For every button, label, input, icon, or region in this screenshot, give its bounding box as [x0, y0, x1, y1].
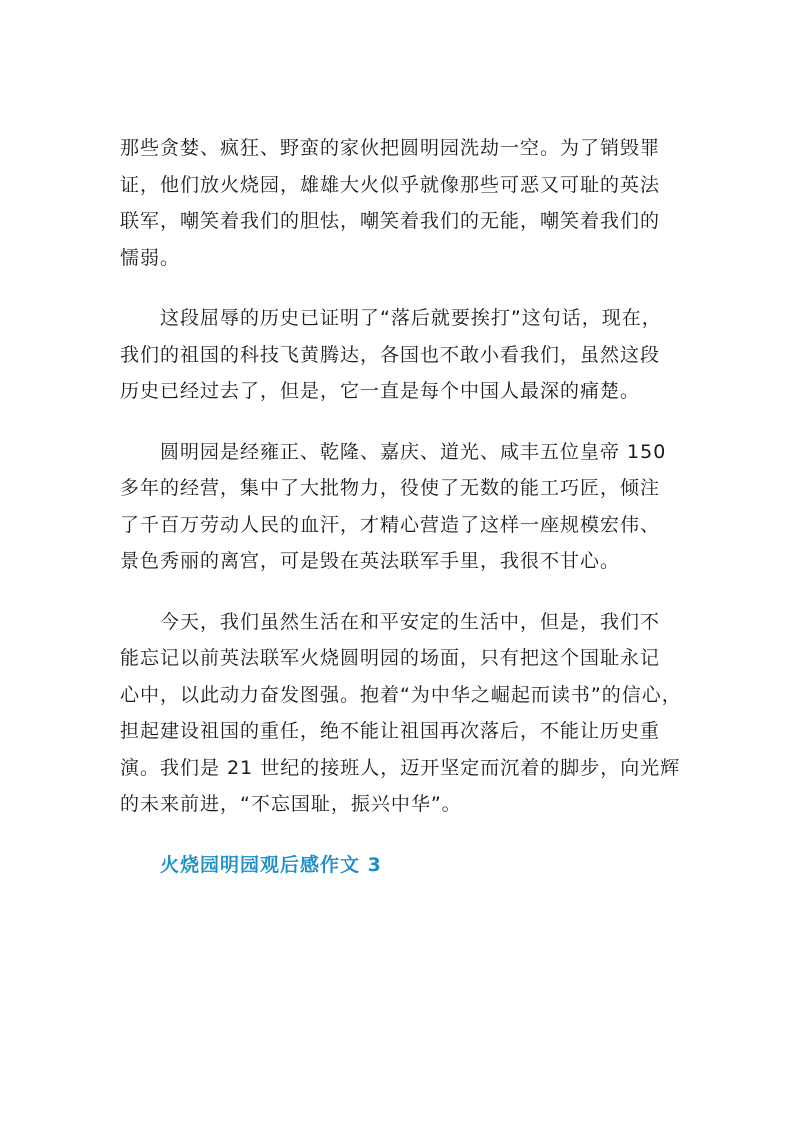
- text-line: 圆明园是经雍正、乾隆、嘉庆、道光、咸丰五位皇帝 150: [160, 440, 667, 463]
- text-line: 的未来前进，“不忘国耻，振兴中华”。: [120, 793, 462, 815]
- text-line: 懦弱。: [120, 246, 181, 269]
- text-line: 历史已经过去了，但是，它一直是每个中国人最深的痛楚。: [120, 380, 641, 402]
- text-line: 证，他们放火烧园，雄雄大火似乎就像那些可恶又可耻的英法: [120, 173, 661, 196]
- text-line: 今天，我们虽然生活在和平安定的生活中，但是，我们不: [160, 610, 661, 633]
- text-line: 这段屈辱的历史已证明了“落后就要挨打”这句话，现在，: [160, 307, 662, 329]
- document-page: [120, 130, 700, 883]
- text-line: 那些贪婪、疯狂、野蛮的家伙把圆明园洗劫一空。为了销毁罪: [120, 137, 661, 159]
- text-line: 联军，嘲笑着我们的胆怯，嘲笑着我们的无能，嘲笑着我们的: [120, 210, 661, 232]
- paragraph-2: [120, 300, 700, 410]
- paragraph-4: [120, 604, 700, 823]
- text-line: 了千百万劳动人民的血汗，才精心营造了这样一座规模宏伟、: [120, 513, 661, 536]
- text-line: 演。我们是 21 世纪的接班人，迈开坚定而沉着的脚步，向光辉: [120, 756, 681, 779]
- section-heading: 火烧园明园观后感作文 3: [160, 853, 382, 876]
- paragraph-3: [120, 434, 700, 580]
- text-line: 景色秀丽的离宫，可是毁在英法联军手里，我很不甘心。: [120, 550, 621, 572]
- text-line: 能忘记以前英法联军火烧圆明园的场面，只有把这个国耻永记: [120, 647, 661, 669]
- text-line: 我们的祖国的科技飞黄腾达，各国也不敢小看我们，虽然这段: [120, 343, 661, 366]
- text-line: 心中，以此动力奋发图强。抱着“为中华之崛起而读书”的信心，: [120, 683, 682, 706]
- paragraph-1: [120, 130, 700, 276]
- text-line: 多年的经营，集中了大批物力，役使了无数的能工巧匠，倾注: [120, 477, 661, 499]
- text-line: 担起建设祖国的重任，绝不能让祖国再次落后，不能让历史重: [120, 720, 661, 742]
